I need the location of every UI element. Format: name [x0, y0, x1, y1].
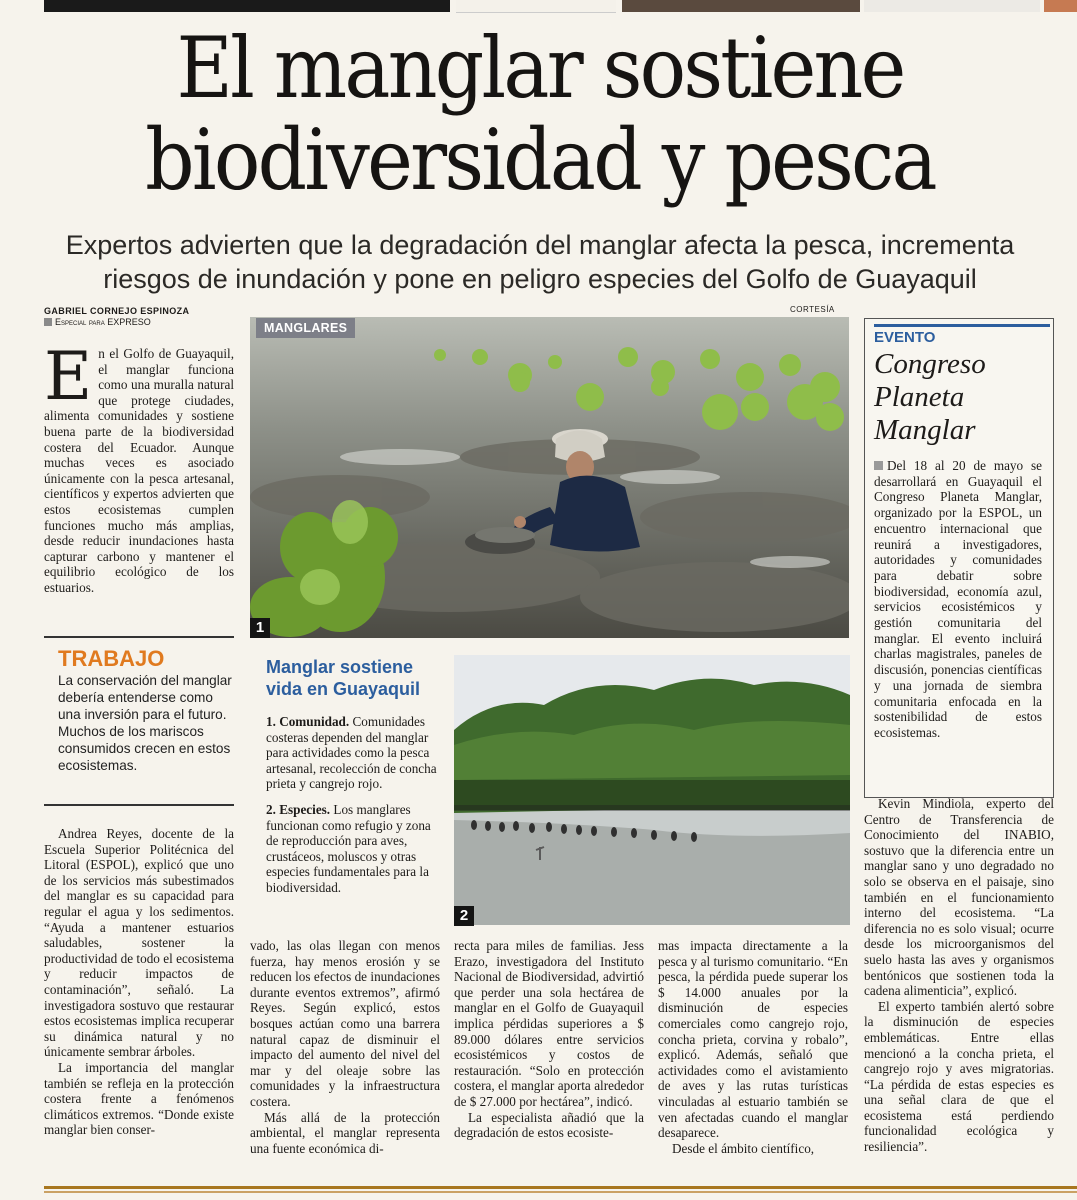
- headline-line-2: biodiversidad y pesca: [145, 111, 935, 209]
- paragraph: recta para miles de familias. Jess Erazo, investigadora del Instituto Nacional de Biodiversidad, advirtió que perder una sola hectárea de manglar en el Golfo de Guayaquil implica pérdidas superiores a $ 89.000 dólares entre servicios ecosistémicos y costos de restauración. “Solo en protección costera, el manglar aporta alrededor de $ 27.000 por hectárea”, indicó.: [454, 938, 644, 1109]
- lead-paragraph: [44, 338, 234, 596]
- top-strip-block: [456, 0, 616, 13]
- deck-line-1: Expertos advierten que la degradación del manglar afecta la pesca, incrementa: [65, 230, 1015, 260]
- top-strip-block: [44, 0, 450, 12]
- trabajo-text: La conservación del manglar debería entenderse como una inversión para el futuro. Muchos de los mariscos consumidos crecen en estos ecosistemas.: [58, 673, 232, 773]
- footer-rule: [44, 1191, 1077, 1193]
- photo-illustration: [454, 655, 850, 925]
- sidebar-item-label: 2. Especies.: [266, 801, 331, 817]
- photo-tag: MANGLARES: [256, 318, 355, 338]
- paragraph: El experto también alertó sobre la disminución de especies emblemáticas. Entre ellas mencionó a la concha prieta, el cangrejo rojo y aves migratorias. “La pérdida de estas especies es una señal clara de que el ecosistema está perdiendo funcionalidad ecológica y resiliencia”.: [864, 998, 1054, 1155]
- byline-author: GABRIEL CORNEJO ESPINOZA: [44, 306, 190, 316]
- photo-number: 2: [454, 906, 474, 926]
- headline-line-1: El manglar sostiene: [176, 19, 904, 117]
- evento-text: [874, 458, 1042, 741]
- body-column-1: [44, 826, 234, 1138]
- dropcap: E: [44, 338, 93, 415]
- paragraph: Desde el ámbito científico,: [672, 1140, 815, 1156]
- sidebar-item: [266, 802, 442, 896]
- deck: [20, 228, 1060, 296]
- paragraph: Más allá de la protección ambiental, el manglar representa una fuente económica di-: [250, 1109, 440, 1156]
- body-column-2: [250, 938, 440, 1156]
- footer-rule: [44, 1186, 1077, 1189]
- top-strip-block: [1044, 0, 1077, 12]
- byline-role: Especial para EXPRESO: [55, 317, 151, 327]
- paragraph: Kevin Mindiola, experto del Centro de Transferencia de Conocimiento del INABIO, sostuvo que la diferencia entre un manglar sano y uno degradado no solo se observa en el paisaje, sino también en el funcionamiento interno del ecosistema. “La diferencia no es solo visual; ocurre desde los microorganismos del suelo hasta las aves y organismos bentónicos que sostienen toda la cadena alimenticia”, explicó.: [864, 796, 1054, 999]
- sidebar-list: [266, 714, 442, 906]
- paragraph: La importancia del manglar también se refleja en la protección costera frente a fenómenos climáticos extremos. “Donde existe manglar bien conser-: [44, 1059, 234, 1138]
- photo-mangrove-forest: [454, 655, 850, 925]
- photo-number: 1: [250, 618, 270, 638]
- photo-illustration: [250, 317, 849, 638]
- evento-body: Del 18 al 20 de mayo se desarrollará en Guayaquil el Congreso Planeta Manglar, organizado por la ESPOL, un encuentro internacional que reunirá a investigadores, autoridades y comunidades para debatir sobre biodiversidad, economía azul, servicios ecosistémicos y gestión comunitaria del manglar. El evento incluirá charlas magistrales, paneles de discusión, ponencias científicas y una jornada de siembra comunitaria enfocada en la sostenibilidad de estos ecosistemas.: [874, 458, 1042, 740]
- sidebar-item-label: 1. Comunidad.: [266, 714, 350, 729]
- trabajo-box: [44, 646, 234, 796]
- sidebar-item-text: Los manglares funcionan como refugio y zona de reproducción para aves, crustáceos, moluscos y otras especies fundamentales para la biodiversidad.: [266, 801, 431, 895]
- body-column-3: [454, 938, 644, 1141]
- top-strip-block: [622, 0, 860, 12]
- evento-tag: EVENTO: [874, 329, 936, 346]
- headline: [71, 19, 1009, 209]
- deck-line-2: riesgos de inundación y pone en peligro especies del Golfo de Guayaquil: [103, 264, 977, 294]
- divider: [44, 636, 234, 638]
- evento-title: Congreso Planeta Manglar: [874, 348, 986, 446]
- paragraph: Andrea Reyes, docente de la Escuela Superior Politécnica del Litoral (ESPOL), explicó que uno de los servicios más subestimados del manglar es su capacidad para regular el agua y los sedimentos. “Ayuda a mantener estuarios saludables, sostener la productividad de todo el ecosistema y reducir impactos de contaminación”, señaló. La investigadora sostuvo que restaurar estos ecosistemas implica recuperar su dinámica natural y no únicamente sembrar árboles.: [44, 826, 234, 1060]
- sidebar-title: Manglar sostiene vida en Guayaquil: [266, 657, 421, 699]
- paragraph: mas impacta directamente a la pesca y al turismo comunitario. “En pesca, la pérdida puede superar los $ 14.000 anuales por la disminución de especies comerciales como cangrejo rojo, concha prieta, corvina y robalo”, explicó. Además, señaló que actividades como el avistamiento de aves y las rutas turísticas vinculadas al estuario también se ven afectadas cuando el manglar desaparece.: [658, 938, 848, 1141]
- evento-rule: [874, 324, 1050, 327]
- byline: [44, 306, 189, 328]
- photo-credit: CORTESÍA: [790, 305, 835, 314]
- top-strip-block: [864, 0, 1040, 12]
- paragraph: La especialista añadió que la degradación de estos ecosiste-: [454, 1109, 644, 1141]
- square-bullet-icon: [874, 461, 883, 470]
- divider: [44, 804, 234, 806]
- sidebar-item: [266, 714, 442, 792]
- byline-square-icon: [44, 318, 52, 326]
- sidebar-item-text: Comunidades costeras dependen del manglar para actividades como la pesca artesanal, recolección de concha prieta y cangrejo rojo.: [266, 714, 437, 792]
- body-column-4: [658, 938, 848, 1156]
- body-column-5: [864, 796, 1054, 1155]
- lead-text: n el Golfo de Guayaquil, el manglar funciona como una muralla natural que protege ciudades, alimenta comunidades y sostiene buena parte de la biodiversidad costera del Ecuador. Aunque muchas veces es asociado únicamente con la pesca artesanal, científicos y expertos advierten que estos ecosistemas cumplen funciones mucho más amplias, desde reducir inundaciones hasta capturar carbono y mantener el equilibrio ecológico de los estuarios.: [44, 346, 234, 595]
- paragraph: vado, las olas llegan con menos fuerza, hay menos erosión y se reducen los efectos de inundaciones durante eventos extremos”, afirmó Reyes. Según explicó, estos bosques actúan como una barrera natural capaz de disminuir el impacto del aumento del nivel del mar y del oleaje sobre las comunidades y la infraestructura costera.: [250, 938, 440, 1109]
- photo-mangrove-worker: [250, 317, 849, 638]
- trabajo-title: TRABAJO: [58, 646, 165, 671]
